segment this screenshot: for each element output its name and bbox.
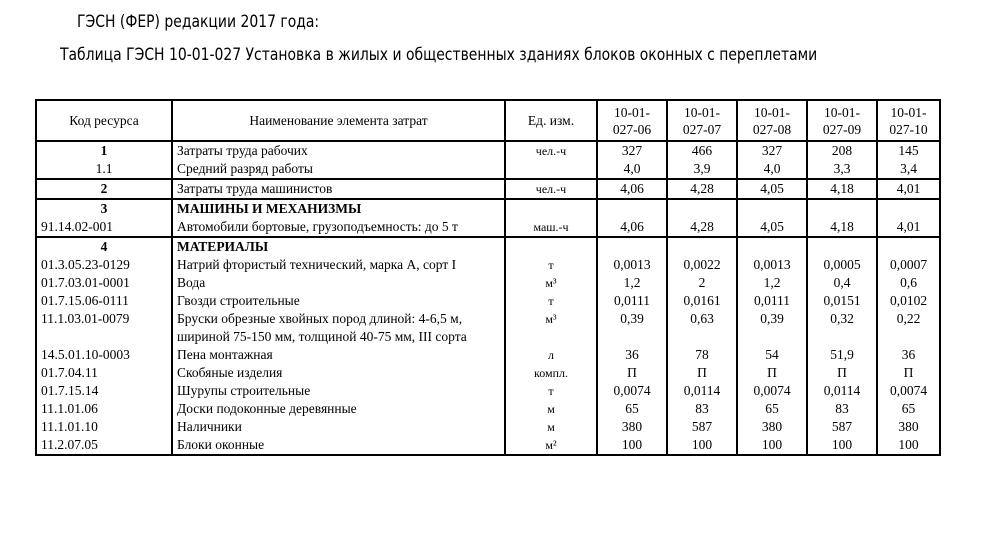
row-code: 3 — [36, 199, 172, 218]
header-col-4 — [807, 100, 877, 141]
table-row — [36, 179, 940, 199]
row-name: Блоки оконные — [172, 436, 505, 455]
row-name: Скобяные изделия — [172, 364, 505, 382]
table-row — [36, 218, 940, 237]
row-value: 327 — [597, 141, 667, 160]
table-row — [36, 237, 940, 256]
row-name: Бруски обрезные хвойных пород длиной: 4-6,5 м, шириной 75-150 мм, толщиной 40-75 мм, III сорта — [172, 310, 505, 346]
table-row — [36, 274, 940, 292]
row-value: П — [877, 364, 940, 382]
row-value: 100 — [597, 436, 667, 455]
row-value: 0,39 — [597, 310, 667, 346]
row-value: 4,18 — [807, 218, 877, 237]
row-unit — [505, 199, 597, 218]
row-value: 54 — [737, 346, 807, 364]
document-title: ГЭСН (ФЕР) редакции 2017 года: — [77, 12, 320, 32]
row-name: МАШИНЫ И МЕХАНИЗМЫ — [172, 199, 505, 218]
table-row — [36, 436, 940, 455]
row-value — [807, 199, 877, 218]
row-value: 4,01 — [877, 179, 940, 199]
row-code: 14.5.01.10-0003 — [36, 346, 172, 364]
row-unit: м³ — [505, 310, 597, 346]
row-unit: м — [505, 418, 597, 436]
row-code: 1 — [36, 141, 172, 160]
row-value: 36 — [877, 346, 940, 364]
row-name: Вода — [172, 274, 505, 292]
row-value: 4,06 — [597, 179, 667, 199]
row-value: 0,0074 — [737, 382, 807, 400]
row-code: 1.1 — [36, 160, 172, 179]
row-value: 4,06 — [597, 218, 667, 237]
table-row — [36, 292, 940, 310]
row-unit: маш.-ч — [505, 218, 597, 237]
row-unit: м³ — [505, 274, 597, 292]
header-col-5-line1: 10-01- — [890, 104, 927, 120]
table-row — [36, 256, 940, 274]
table-row — [36, 310, 940, 346]
row-name: Натрий фтористый технический, марка А, сорт I — [172, 256, 505, 274]
row-value: 65 — [597, 400, 667, 418]
row-value: 100 — [737, 436, 807, 455]
table-row — [36, 160, 940, 179]
row-unit: т — [505, 382, 597, 400]
row-value: 3,3 — [807, 160, 877, 179]
row-unit: чел.-ч — [505, 141, 597, 160]
row-unit: чел.-ч — [505, 179, 597, 199]
row-value: 65 — [737, 400, 807, 418]
table-caption: Таблица ГЭСН 10-01-027 Установка в жилых и общественных зданиях блоков оконных с переплетами — [60, 45, 818, 65]
row-name: МАТЕРИАЛЫ — [172, 237, 505, 256]
header-col-1-line1: 10-01- — [614, 104, 650, 120]
row-code: 91.14.02-001 — [36, 218, 172, 237]
row-name: Наличники — [172, 418, 505, 436]
row-value: 51,9 — [807, 346, 877, 364]
row-value: 327 — [737, 141, 807, 160]
row-code: 01.3.05.23-0129 — [36, 256, 172, 274]
row-value: 0,39 — [737, 310, 807, 346]
row-value: 0,0111 — [737, 292, 807, 310]
row-value: 83 — [807, 400, 877, 418]
row-value: 0,0013 — [737, 256, 807, 274]
header-col-3 — [737, 100, 807, 141]
row-value: 100 — [877, 436, 940, 455]
row-value: 0,0022 — [667, 256, 737, 274]
row-value: 0,22 — [877, 310, 940, 346]
row-value — [737, 237, 807, 256]
row-value: 3,4 — [877, 160, 940, 179]
row-code: 4 — [36, 237, 172, 256]
header-col-1 — [597, 100, 667, 141]
row-value: 4,05 — [737, 179, 807, 199]
row-name: Средний разряд работы — [172, 160, 505, 179]
header-col-2-line1: 10-01- — [684, 104, 720, 120]
row-value: 4,18 — [807, 179, 877, 199]
row-value — [597, 237, 667, 256]
header-col-3-line1: 10-01- — [754, 104, 790, 120]
row-value: 1,2 — [737, 274, 807, 292]
row-value: 0,0111 — [597, 292, 667, 310]
table-row — [36, 418, 940, 436]
row-value: 380 — [877, 418, 940, 436]
row-value: 0,0007 — [877, 256, 940, 274]
row-value: 0,63 — [667, 310, 737, 346]
row-value: 65 — [877, 400, 940, 418]
row-value: 466 — [667, 141, 737, 160]
row-value — [737, 199, 807, 218]
row-code: 01.7.15.14 — [36, 382, 172, 400]
row-value: 0,0074 — [597, 382, 667, 400]
row-value — [667, 199, 737, 218]
row-value: 145 — [877, 141, 940, 160]
row-name: Доски подоконные деревянные — [172, 400, 505, 418]
row-value: 0,0114 — [807, 382, 877, 400]
row-value: 0,0013 — [597, 256, 667, 274]
row-value: П — [667, 364, 737, 382]
row-unit: компл. — [505, 364, 597, 382]
row-value: 0,0114 — [667, 382, 737, 400]
row-unit: т — [505, 292, 597, 310]
header-unit: Ед. изм. — [505, 100, 597, 141]
row-unit: л — [505, 346, 597, 364]
table-row — [36, 364, 940, 382]
row-value — [667, 237, 737, 256]
row-value: 0,0102 — [877, 292, 940, 310]
table-row — [36, 400, 940, 418]
resource-table — [35, 99, 941, 456]
table-body — [36, 141, 940, 455]
row-value: 0,4 — [807, 274, 877, 292]
row-value: 380 — [737, 418, 807, 436]
header-name: Наименование элемента затрат — [172, 100, 505, 141]
header-col-1-line2: 027-06 — [612, 121, 652, 137]
row-value: 2 — [667, 274, 737, 292]
row-value: 1,2 — [597, 274, 667, 292]
header-col-5-line2: 027-10 — [889, 121, 928, 137]
row-value: 100 — [667, 436, 737, 455]
row-code: 11.1.01.10 — [36, 418, 172, 436]
header-col-5 — [877, 100, 940, 141]
row-code: 2 — [36, 179, 172, 199]
table-header-row — [36, 100, 940, 141]
row-value — [597, 199, 667, 218]
row-value: 0,32 — [807, 310, 877, 346]
row-value: 78 — [667, 346, 737, 364]
row-value: 4,28 — [667, 179, 737, 199]
row-value: 4,01 — [877, 218, 940, 237]
row-value: 4,0 — [597, 160, 667, 179]
row-name: Пена монтажная — [172, 346, 505, 364]
row-unit — [505, 237, 597, 256]
row-value: 83 — [667, 400, 737, 418]
row-unit: м — [505, 400, 597, 418]
row-value: 0,0151 — [807, 292, 877, 310]
row-value: П — [737, 364, 807, 382]
table-row — [36, 199, 940, 218]
row-value: 4,0 — [737, 160, 807, 179]
row-value: 36 — [597, 346, 667, 364]
row-code: 11.1.03.01-0079 — [36, 310, 172, 346]
row-name: Шурупы строительные — [172, 382, 505, 400]
row-name: Затраты труда машинистов — [172, 179, 505, 199]
row-value: 0,6 — [877, 274, 940, 292]
row-code: 01.7.04.11 — [36, 364, 172, 382]
row-value: 4,28 — [667, 218, 737, 237]
row-name: Гвозди строительные — [172, 292, 505, 310]
table-row — [36, 141, 940, 160]
row-unit: т — [505, 256, 597, 274]
header-col-3-line2: 027-08 — [752, 121, 792, 137]
row-value: 3,9 — [667, 160, 737, 179]
row-value: 0,0074 — [877, 382, 940, 400]
row-value — [877, 237, 940, 256]
row-code: 11.2.07.05 — [36, 436, 172, 455]
table-row — [36, 346, 940, 364]
row-value: 4,05 — [737, 218, 807, 237]
header-col-4-line2: 027-09 — [822, 121, 862, 137]
row-value: 380 — [597, 418, 667, 436]
table-row — [36, 382, 940, 400]
row-unit — [505, 160, 597, 179]
header-col-2-line2: 027-07 — [682, 121, 722, 137]
row-value: 0,0161 — [667, 292, 737, 310]
row-value: П — [597, 364, 667, 382]
header-col-4-line1: 10-01- — [824, 104, 860, 120]
row-code: 01.7.03.01-0001 — [36, 274, 172, 292]
row-value: 0,0005 — [807, 256, 877, 274]
row-code: 01.7.15.06-0111 — [36, 292, 172, 310]
row-value — [807, 237, 877, 256]
row-value: 100 — [807, 436, 877, 455]
row-code: 11.1.01.06 — [36, 400, 172, 418]
header-code: Код ресурса — [36, 100, 172, 141]
row-name: Затраты труда рабочих — [172, 141, 505, 160]
row-unit: м² — [505, 436, 597, 455]
row-value: П — [807, 364, 877, 382]
row-value: 587 — [807, 418, 877, 436]
header-col-2 — [667, 100, 737, 141]
row-value: 208 — [807, 141, 877, 160]
row-value — [877, 199, 940, 218]
row-value: 587 — [667, 418, 737, 436]
row-name: Автомобили бортовые, грузоподъемность: до 5 т — [172, 218, 505, 237]
